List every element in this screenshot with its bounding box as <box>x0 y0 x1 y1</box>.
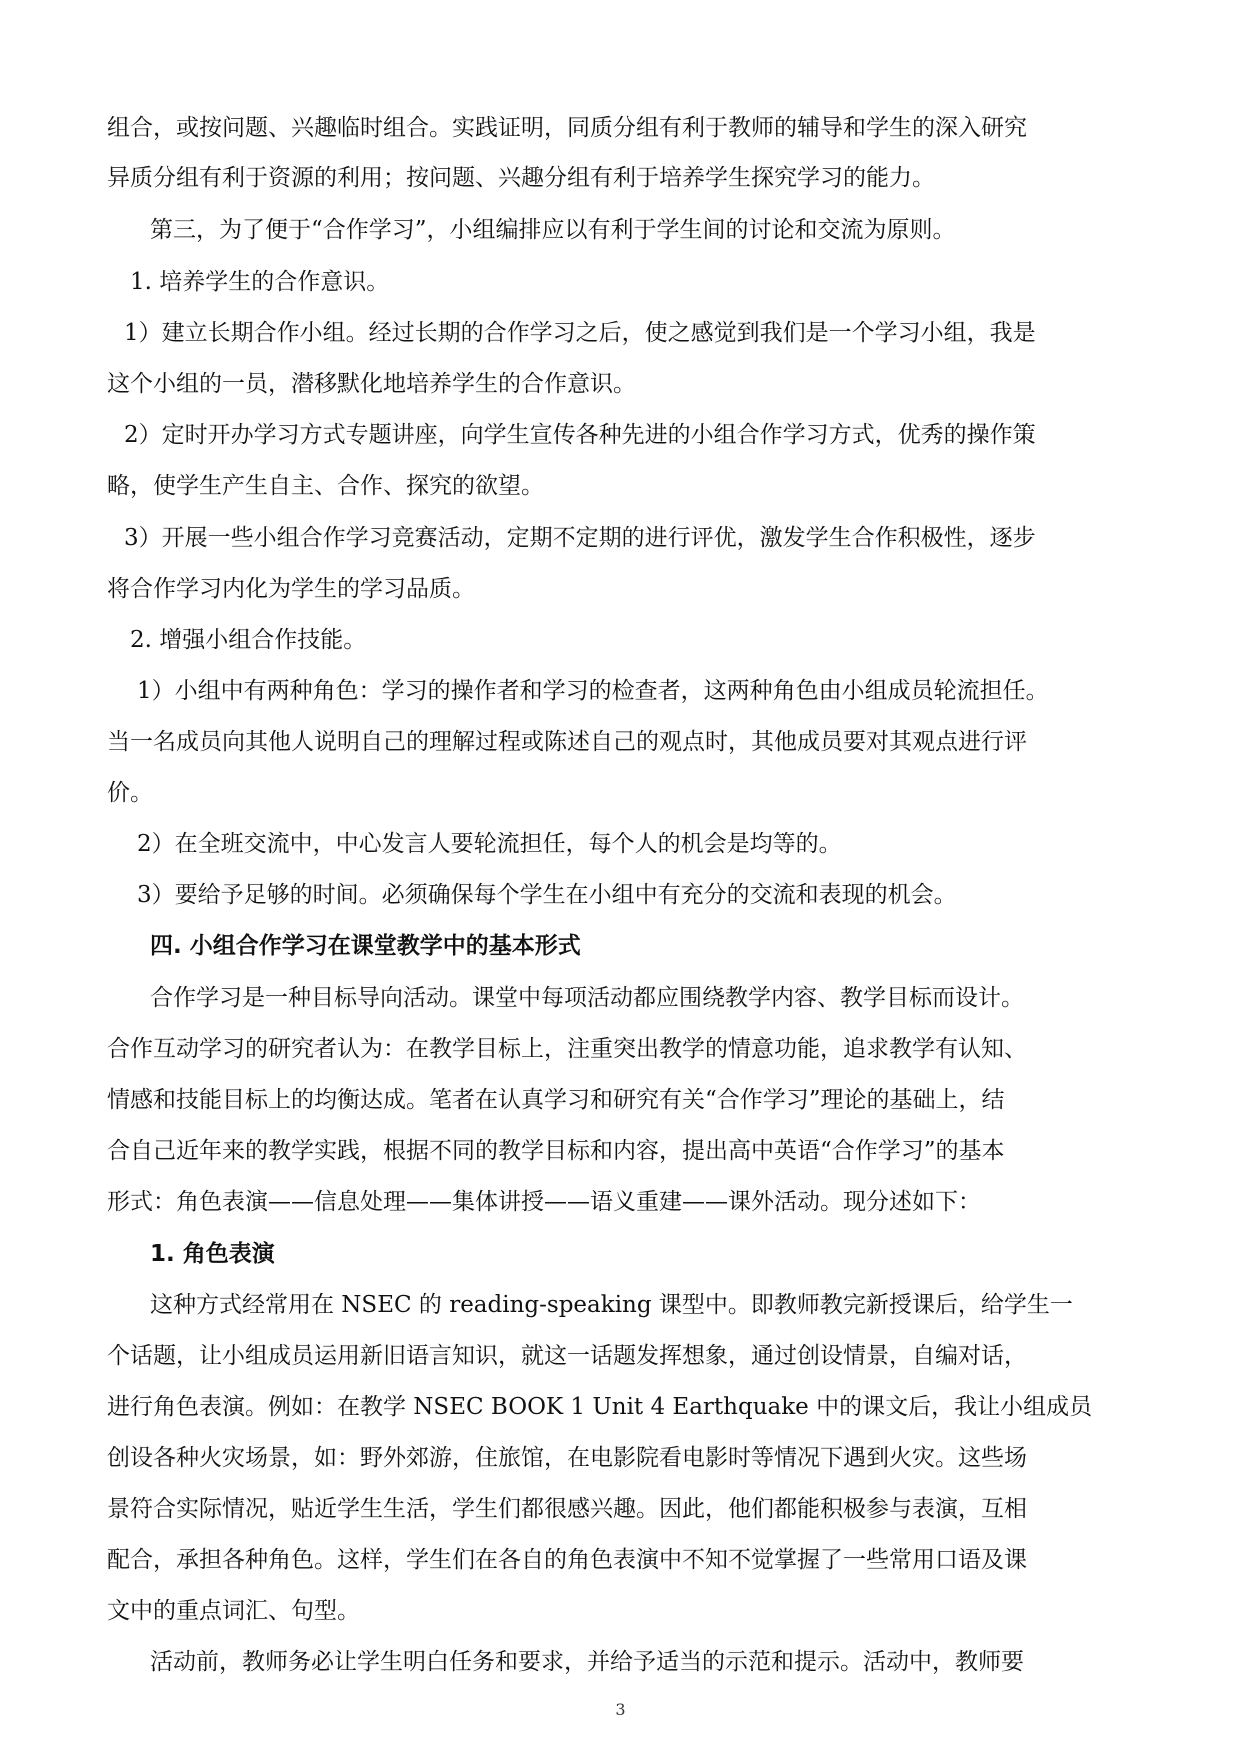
text-line: 活动前，教师务必让学生明白任务和要求，并给予适当的示范和提示。活动中，教师要 <box>150 1649 1024 1675</box>
text-line: 创设各种火灾场景，如：野外郊游，住旅馆，在电影院看电影时等情况下遇到火灾。这些场 <box>107 1445 1027 1471</box>
text-line: 3）开展一些小组合作学习竞赛活动，定期不定期的进行评优，激发学生合作积极性，逐步 <box>124 525 1036 551</box>
page-number: 3 <box>615 1700 626 1719</box>
text-line: 景符合实际情况，贴近学生生活，学生们都很感兴趣。因此，他们都能积极参与表演，互相 <box>107 1496 1027 1522</box>
text-line: 2）定时开办学习方式专题讲座，向学生宣传各种先进的小组合作学习方式，优秀的操作策 <box>124 422 1036 448</box>
text-line: 这种方式经常用在 NSEC 的 reading-speaking 课型中。即教师教完新授课后，给学生一 <box>150 1292 1073 1318</box>
text-line: 第三，为了便于“合作学习”，小组编排应以有利于学生间的讨论和交流为原则。 <box>150 217 956 243</box>
text-line: 形式：角色表演——信息处理——集体讲授——语义重建——课外活动。现分述如下： <box>107 1189 981 1215</box>
text-line: 将合作学习内化为学生的学习品质。 <box>107 576 475 602</box>
text-line: 组合，或按问题、兴趣临时组合。实践证明，同质分组有利于教师的辅导和学生的深入研究 <box>107 115 1027 141</box>
text-line: 合作互动学习的研究者认为：在教学目标上，注重突出教学的情意功能，追求教学有认知、 <box>107 1036 1027 1062</box>
text-line: 价。 <box>107 780 153 806</box>
text-line: 1）小组中有两种角色：学习的操作者和学习的检查者，这两种角色由小组成员轮流担任。 <box>137 678 1049 704</box>
subsection-heading: 1. 角色表演 <box>150 1241 275 1267</box>
text-line: 这个小组的一员，潜移默化地培养学生的合作意识。 <box>107 371 636 397</box>
section-heading: 四. 小组合作学习在课堂教学中的基本形式 <box>150 933 581 959</box>
text-line: 3）要给予足够的时间。必须确保每个学生在小组中有充分的交流和表现的机会。 <box>137 882 957 908</box>
text-line: 略，使学生产生自主、合作、探究的欲望。 <box>107 473 544 499</box>
text-line: 进行角色表演。例如：在教学 NSEC BOOK 1 Unit 4 Earthquake 中的课文后，我让小组成员 <box>107 1394 1093 1420</box>
text-line: 情感和技能目标上的均衡达成。笔者在认真学习和研究有关“合作学习”理论的基础上，结 <box>107 1087 1005 1113</box>
text-line: 2）在全班交流中，中心发言人要轮流担任，每个人的机会是均等的。 <box>137 831 842 857</box>
text-line: 当一名成员向其他人说明自己的理解过程或陈述自己的观点时，其他成员要对其观点进行评 <box>107 729 1027 755</box>
text-line: 异质分组有利于资源的利用；按问题、兴趣分组有利于培养学生探究学习的能力。 <box>107 165 935 191</box>
text-line: 合作学习是一种目标导向活动。课堂中每项活动都应围绕教学内容、教学目标而设计。 <box>150 985 1024 1011</box>
text-line: 文中的重点词汇、句型。 <box>107 1598 360 1624</box>
list-item-heading: 1. 培养学生的合作意识。 <box>130 269 390 295</box>
text-line: 配合，承担各种角色。这样，学生们在各自的角色表演中不知不觉掌握了一些常用口语及课 <box>107 1547 1027 1573</box>
text-line: 合自己近年来的教学实践，根据不同的教学目标和内容，提出高中英语“合作学习”的基本 <box>107 1138 1005 1164</box>
text-line: 个话题，让小组成员运用新旧语言知识，就这一话题发挥想象，通过创设情景，自编对话， <box>107 1343 1027 1369</box>
text-line: 1）建立长期合作小组。经过长期的合作学习之后，使之感觉到我们是一个学习小组，我是 <box>124 320 1036 346</box>
list-item-heading: 2. 增强小组合作技能。 <box>130 627 367 653</box>
